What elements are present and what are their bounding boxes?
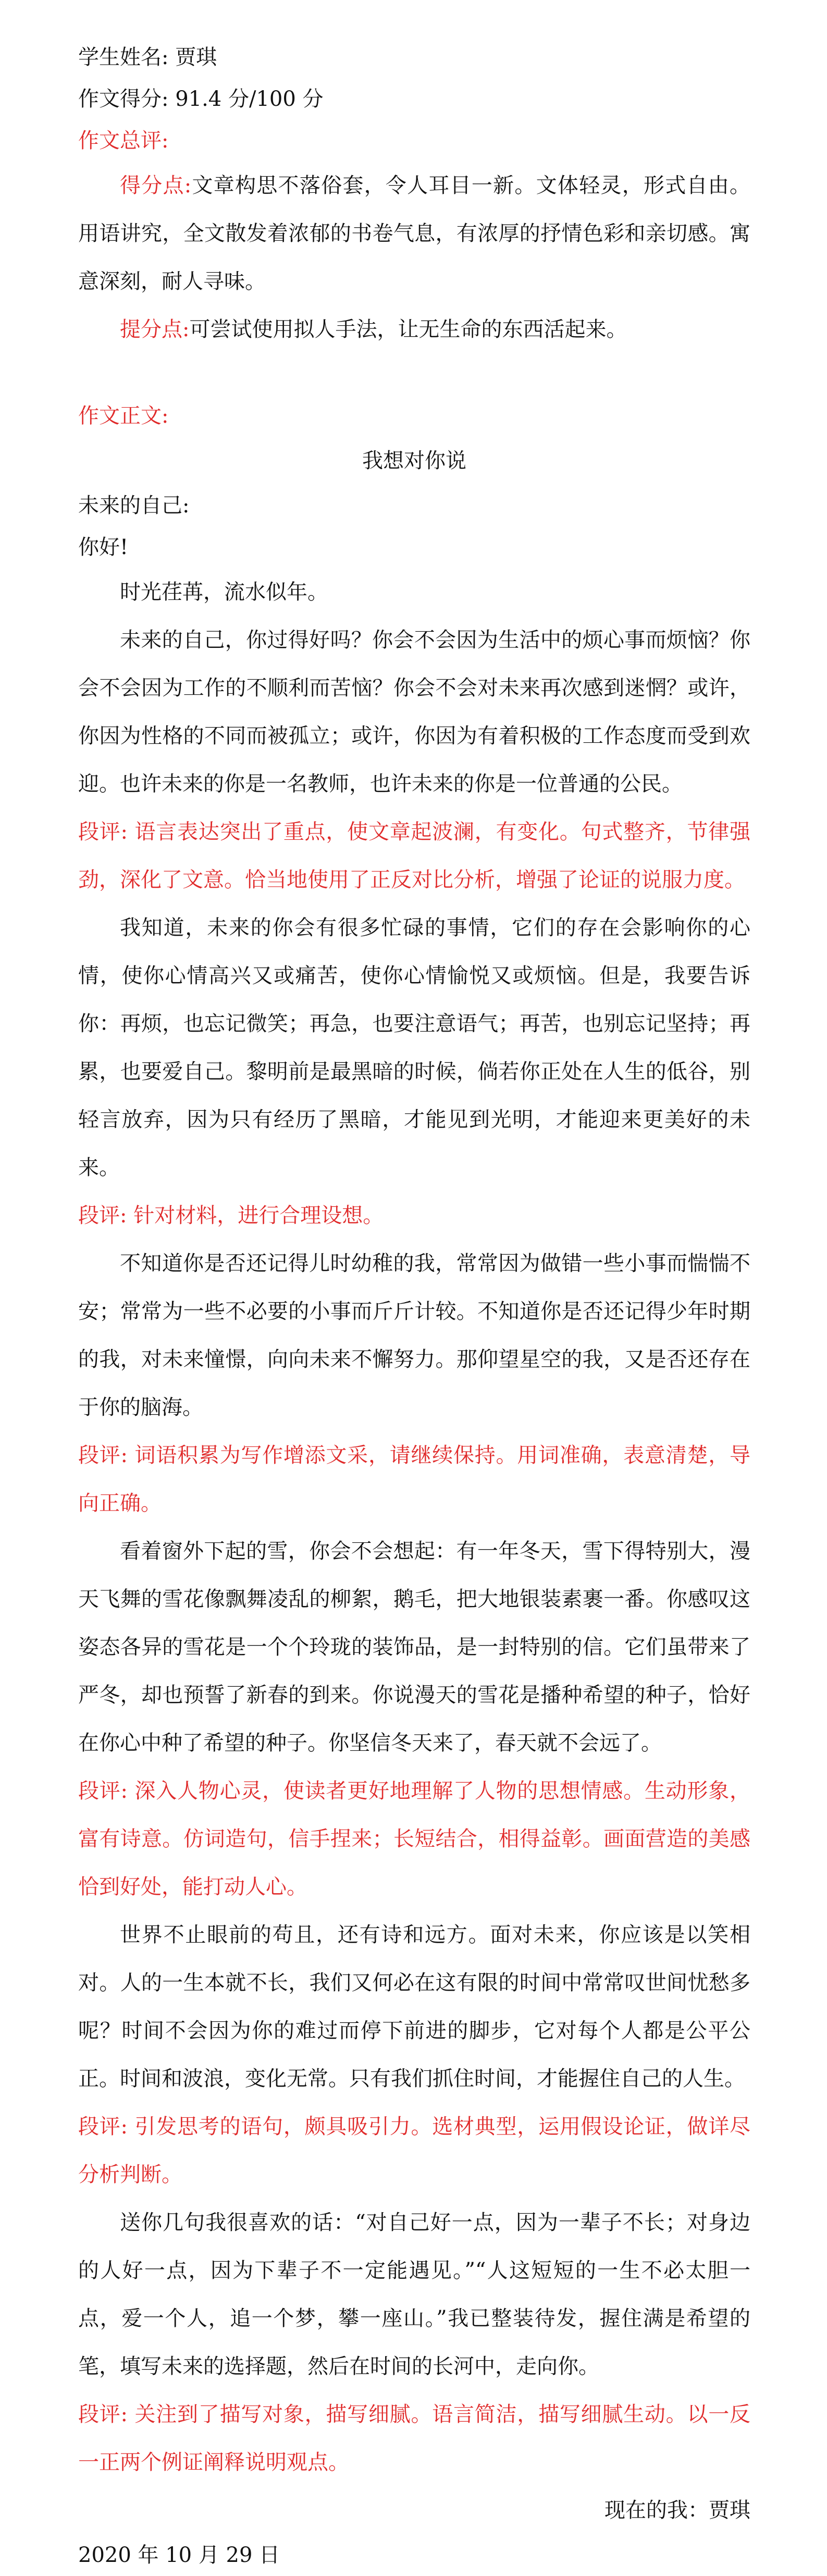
essay-paragraph: 送你几句我很喜欢的话：“对自己好一点，因为一辈子不长；对身边的人好一点，因为下辈子不一定能遇见。”“人这短短的一生不必太胆一点，爱一个人，追一个梦，攀一座山。”我已整装待发，握住满是希望的笔，填写未来的选择题，然后在时间的长河中，走向你。	[78, 2211, 750, 2378]
paragraph-comment: 段评: 词语积累为写作增添文采，请继续保持。用词准确，表意清楚，导向正确。	[78, 1443, 750, 1515]
essay-date: 2020 年 10 月 29 日	[78, 2543, 280, 2567]
good-points-text: 文章构思不落俗套，令人耳目一新。文体轻灵，形式自由。用语讲究，全文散发着浓郁的书卷气息，有浓厚的抒情色彩和亲切感。寓意深刻，耐人寻味。	[78, 174, 751, 293]
essay-section-title: 作文正文:	[78, 404, 169, 428]
improve-points-label: 提分点:	[120, 317, 190, 341]
review-title: 作文总评:	[78, 129, 169, 153]
essay-document	[78, 36, 750, 2576]
good-points-label: 得分点:	[120, 174, 192, 198]
essay-paragraph: 不知道你是否还记得儿时幼稚的我，常常因为做错一些小事而惴惴不安；常常为一些不必要的小事而斤斤计较。不知道你是否还记得少年时期的我，对未来憧憬，向向未来不懈努力。那仰望星空的我，又是否还存在于你的脑海。	[78, 1252, 750, 1419]
essay-paragraph: 未来的自己，你过得好吗？你会不会因为生活中的烦心事而烦恼？你会不会因为工作的不顺利而苦恼？你会不会对未来再次感到迷惘？或许，你因为性格的不同而被孤立；或许，你因为有着积极的工作态度而受到欢迎。也许未来的你是一名教师，也许未来的你是一位普通的公民。	[78, 628, 750, 796]
essay-title: 我想对你说	[362, 449, 466, 473]
essay-paragraph: 世界不止眼前的苟且，还有诗和远方。面对未来，你应该是以笑相对。人的一生本就不长，我们又何必在这有限的时间中常常叹世间忧愁多呢？时间不会因为你的难过而停下前进的脚步，它对每个人都是公平公正。时间和波浪，变化无常。只有我们抓住时间，才能握住自己的人生。	[78, 1923, 750, 2091]
essay-greeting: 你好!	[78, 535, 129, 559]
paragraph-comment: 段评: 引发思考的语句，颇具吸引力。选材典型，运用假设论证，做详尽分析判断。	[78, 2115, 750, 2187]
essay-signature: 现在的我：贾琪	[604, 2498, 750, 2522]
essay-salutation: 未来的自己:	[78, 494, 190, 518]
section-gap	[78, 353, 750, 395]
improve-points-text: 可尝试使用拟人手法，让无生命的东西活起来。	[189, 317, 627, 341]
essay-paragraph: 我知道，未来的你会有很多忙碌的事情，它们的存在会影响你的心情，使你心情高兴又或痛苦，使你心情愉悦又或烦恼。但是，我要告诉你：再烦，也忘记微笑；再急，也要注意语气；再苦，也别忘记坚持；再累，也要爱自己。黎明前是最黑暗的时候，倘若你正处在人生的低谷，别轻言放弃，因为只有经历了黑暗，才能见到光明，才能迎来更美好的未来。	[78, 916, 750, 1180]
paragraph-comment: 段评: 针对材料，进行合理设想。	[78, 1204, 384, 1228]
essay-paragraph: 看着窗外下起的雪，你会不会想起：有一年冬天，雪下得特别大，漫天飞舞的雪花像飘舞凌乱的柳絮，鹅毛，把大地银装素裹一番。你感叹这姿态各异的雪花是一个个玲珑的装饰品，是一封特别的信。它们虽带来了严冬，却也预誓了新春的到来。你说漫天的雪花是播种希望的种子，恰好在你心中种了希望的种子。你坚信冬天来了，春天就不会远了。	[78, 1539, 750, 1755]
paragraph-comment: 段评: 语言表达突出了重点，使文章起波澜，有变化。句式整齐，节律强劲，深化了文意。恰当地使用了正反对比分析，增强了论证的说服力度。	[78, 820, 750, 892]
student-name: 学生姓名: 贾琪	[78, 45, 217, 69]
review-good-points	[78, 162, 750, 305]
essay-paragraph: 时光荏苒，流水似年。	[120, 580, 328, 604]
paragraph-comment: 段评: 深入人物心灵，使读者更好地理解了人物的思想情感。生动形象，富有诗意。仿词造句，信手捏来；长短结合，相得益彰。画面营造的美感恰到好处，能打动人心。	[78, 1779, 750, 1899]
review-improve-points	[78, 305, 750, 353]
essay-score: 作文得分: 91.4 分/100 分	[78, 87, 324, 111]
paragraph-comment: 段评: 关注到了描写对象，描写细腻。语言简洁，描写细腻生动。以一反一正两个例证阐释说明观点。	[78, 2402, 750, 2474]
